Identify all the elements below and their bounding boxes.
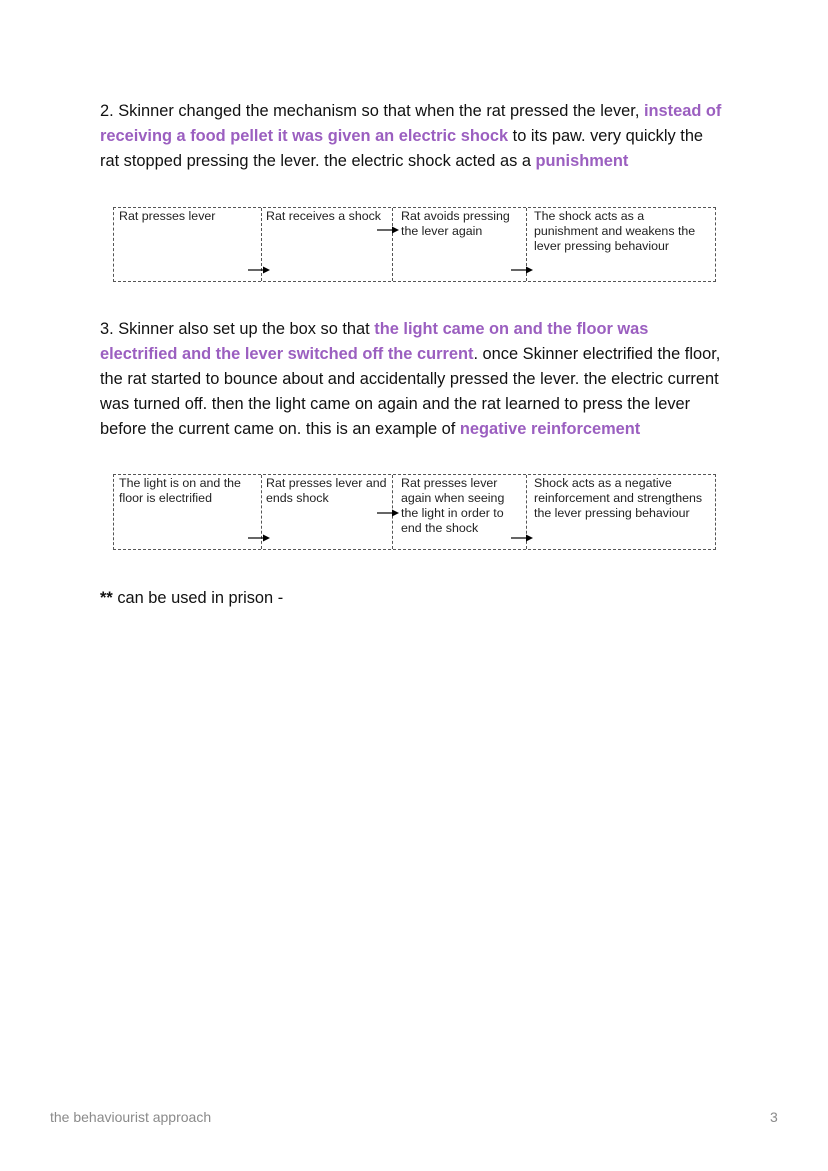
flow1-box-3: Rat avoids pressing the lever again [401, 209, 510, 238]
note-marker: ** [100, 589, 113, 607]
section-2-highlight-b: punishment [535, 152, 629, 170]
section-3-paragraph [100, 317, 725, 442]
section-2-number: 2. [100, 102, 114, 120]
section-2-highlight-a: instead of receiving a food pellet it was given an electric shock [100, 102, 722, 145]
flow1-divider-2 [392, 208, 393, 281]
arrow-right-icon [377, 508, 399, 518]
flow2-box-4: Shock acts as a negative reinforcement and strengthens the lever pressing behaviour [534, 476, 703, 520]
section-2-text-b: to its paw. very quickly the rat stopped pressing the lever. the electric shock acted as a [100, 127, 704, 170]
arrow-right-icon [248, 265, 270, 275]
section-3-text-a: Skinner also set up the box so that [118, 320, 370, 338]
section-2-paragraph [100, 99, 725, 174]
footer-title: the behaviourist approach [50, 1109, 212, 1125]
flow2-box-2: Rat presses lever and ends shock [266, 476, 387, 505]
section-2-text-a: Skinner changed the mechanism so that when the rat pressed the lever, [118, 102, 640, 120]
flow1-box-4: The shock acts as a punishment and weakens the lever pressing behaviour [534, 209, 696, 253]
flow2-box-1: The light is on and the floor is electrified [119, 476, 241, 505]
prison-note [100, 586, 283, 611]
punishment-flow-diagram [113, 207, 716, 282]
flow2-box-3: Rat presses lever again when seeing the light in order to end the shock [401, 476, 505, 535]
section-3-highlight-b: negative reinforcement [459, 420, 641, 438]
section-3-number: 3. [100, 320, 114, 338]
note-text: can be used in prison - [117, 589, 284, 607]
flow1-box-2: Rat receives a shock [266, 209, 382, 223]
flow1-box-1: Rat presses lever [119, 209, 216, 223]
arrow-right-icon [377, 225, 399, 235]
arrow-right-icon [511, 265, 533, 275]
section-3-text-b: . once Skinner electrified the floor, the rat started to bounce about and accidentally pressed the lever. the electric current was turned off. then the light came on again and the rat learned to press the lever before the current came on. this is an example of [100, 345, 721, 438]
arrow-right-icon [248, 533, 270, 543]
page-number: 3 [770, 1109, 778, 1125]
section-3-highlight-a: the light came on and the floor was electrified and the lever switched off the current [100, 320, 649, 363]
negative-reinforcement-flow-diagram [113, 474, 716, 550]
arrow-right-icon [511, 533, 533, 543]
